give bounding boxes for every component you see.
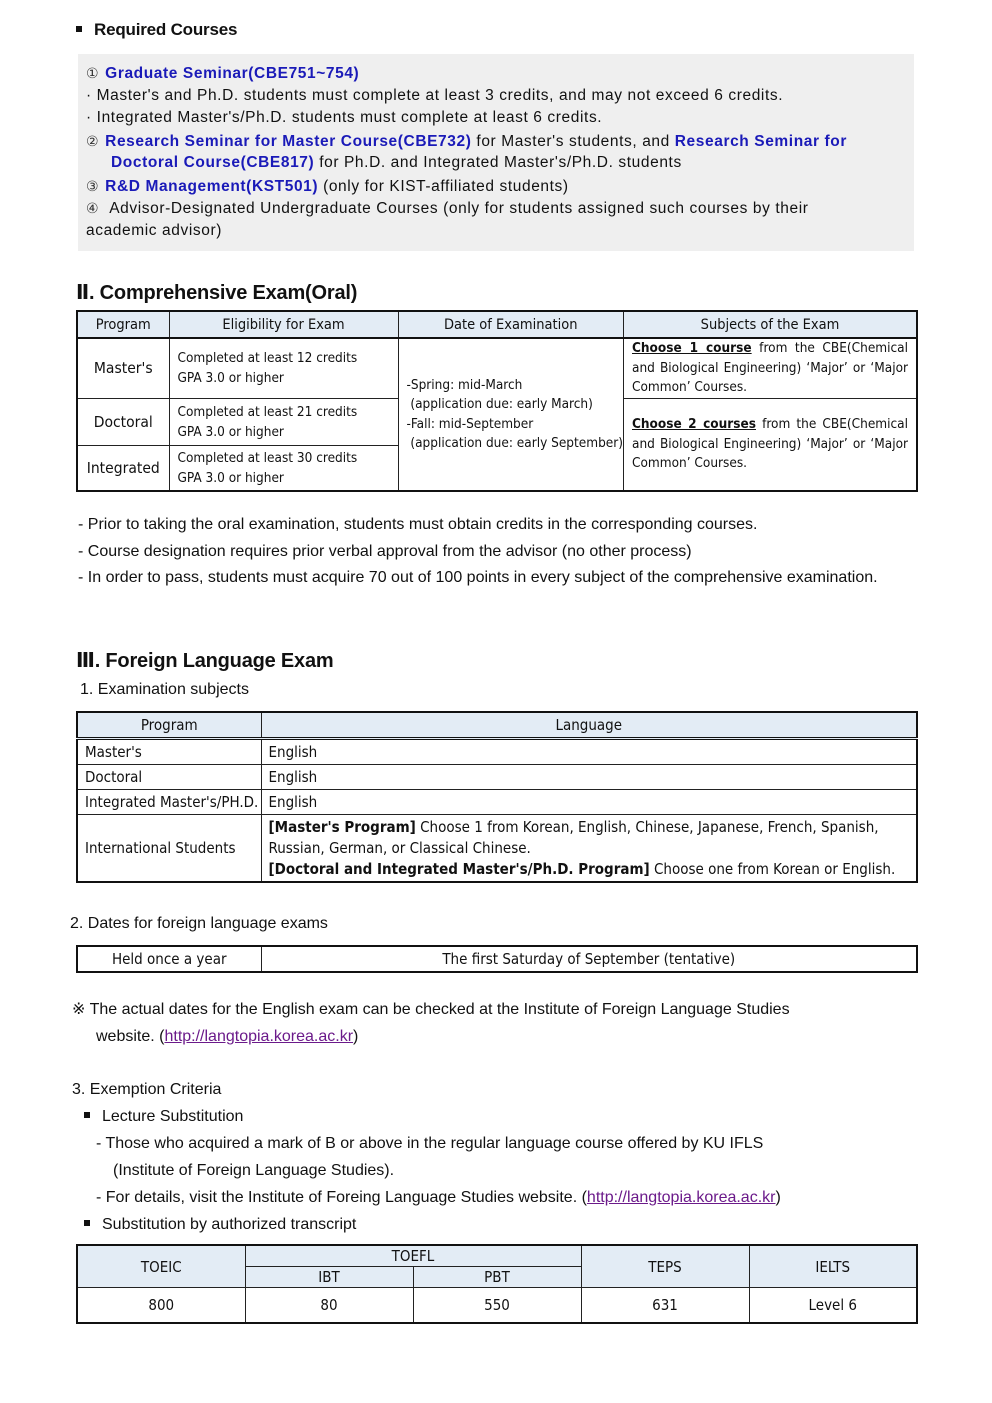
section-heading-comprehensive-exam: Ⅱ. Comprehensive Exam(Oral) [76,282,358,304]
pbt-score: 550 [413,1288,581,1324]
transcript-scores-table [76,1244,918,1324]
toeic-score: 800 [77,1288,245,1324]
date-cell: -Spring: mid-March (application due: early March) -Fall: mid-September (application due: early September) [398,338,624,491]
program-cell: Doctoral [77,398,169,445]
course-item-4-cont: academic advisor) [86,222,222,239]
langtopia-link[interactable]: http://langtopia.korea.ac.kr [164,1028,354,1045]
course-item-1-note-2: · Integrated Master's/Ph.D. students must complete at least 6 credits. [86,109,603,126]
table-row [77,1288,917,1324]
table-row: Held once a year The first Saturday of September (tentative) [77,946,917,972]
teps-score: 631 [581,1288,749,1324]
col-header-toefl: TOEFL [245,1245,581,1267]
square-bullet-icon [84,1112,90,1118]
table-row [77,338,917,398]
col-header-language: Language [261,712,917,739]
square-bullet-icon [84,1220,90,1226]
comprehensive-exam-table [76,310,918,492]
col-header-eligibility: Eligibility for Exam [169,311,398,338]
lecture-substitution-title: Lecture Substitution [84,1103,243,1130]
course-item-2-cont: Doctoral Course(CBE817) for Ph.D. and Integrated Master's/Ph.D. students [111,154,682,171]
col-header-ielts: IELTS [749,1245,917,1288]
english-exam-remark: ※ The actual dates for the English exam can be checked at the Institute of Foreign Language Studies website. (http://langtopia.korea.ac.kr) [72,1001,790,1045]
eligibility-cell: Completed at least 12 credits GPA 3.0 or higher [169,338,398,398]
section-heading-foreign-language: Ⅲ. Foreign Language Exam [76,650,334,672]
col-header-pbt: PBT [413,1267,581,1288]
required-courses-box [78,54,914,251]
course-item-1: ① Graduate Seminar(CBE751~754) [86,65,360,82]
table-header-row [77,712,917,739]
table-row: Master's English [77,739,917,765]
col-header-subjects: Subjects of the Exam [624,311,918,338]
col-header-program: Program [77,311,169,338]
subheading-exam-dates: 2. Dates for foreign language exams [70,915,328,932]
table-row: Integrated Master's/PH.D. English [77,790,917,815]
subheading-exam-subjects: 1. Examination subjects [80,681,249,698]
required-courses-title: Required Courses [76,20,237,40]
col-header-program: Program [77,712,261,739]
program-cell: Master's [77,338,169,398]
col-header-toeic: TOEIC [77,1245,245,1288]
lecture-substitution-details: - Those who acquired a mark of B or above in the regular language course offered by KU IFLS (Institute of Foreign Language Studies). - For details, visit the Institute of Foreing Language Studies website. (http://langtopia.korea.ac.kr) [96,1135,781,1206]
course-item-3: ③ R&D Management(KST501) (only for KIST-affiliated students) [86,178,569,195]
table-row: Doctoral English [77,765,917,790]
course-item-1-note-1: · Master's and Ph.D. students must complete at least 3 credits, and may not exceed 6 credits. [86,87,784,104]
transcript-substitution-title: Substitution by authorized transcript [84,1211,356,1238]
comprehensive-exam-notes [78,512,918,592]
eligibility-cell: Completed at least 21 credits GPA 3.0 or higher [169,398,398,445]
note-item: - Course designation requires prior verbal approval from the advisor (no other process) [78,542,692,560]
eligibility-cell: Completed at least 30 credits GPA 3.0 or higher [169,445,398,491]
langtopia-link[interactable]: http://langtopia.korea.ac.kr [586,1189,776,1206]
table-row: International Students [Master's Program] Choose 1 from Korean, English, Chinese, Japanese, French, Spanish, Russian, German, or Classical Chinese. [Doctoral and Integrated Master's/Ph.D. Program] Choose one from Korean or English. [77,815,917,883]
note-item: - Prior to taking the oral examination, students must obtain credits in the corresponding courses. [78,516,758,533]
exam-subjects-table [76,711,918,883]
program-cell: Integrated [77,445,169,491]
square-bullet-icon [76,26,82,32]
subject-cell-doctoral: Choose 2 courses from the CBE(Chemical and Biological Engineering) ‘Major’ or ‘Major Common’ Courses. [624,398,918,491]
exam-dates-table [76,945,918,973]
ielts-score: Level 6 [749,1288,917,1324]
table-header-row [77,311,917,338]
note-item: - In order to pass, students must acquire 70 out of 100 points in every subject of the comprehensive examination. [78,569,878,586]
ibt-score: 80 [245,1288,413,1324]
subject-cell-masters: Choose 1 course from the CBE(Chemical and Biological Engineering) ‘Major’ or ‘Major Common’ Courses. [624,338,918,398]
course-item-2: ② Research Seminar for Master Course(CBE732) for Master's students, and Research Seminar for [86,133,848,150]
course-item-4: ④ Advisor-Designated Undergraduate Courses (only for students assigned such courses by their [86,200,809,217]
subheading-exemption: 3. Exemption Criteria [72,1081,222,1098]
col-header-teps: TEPS [581,1245,749,1288]
col-header-ibt: IBT [245,1267,413,1288]
col-header-date: Date of Examination [398,311,624,338]
